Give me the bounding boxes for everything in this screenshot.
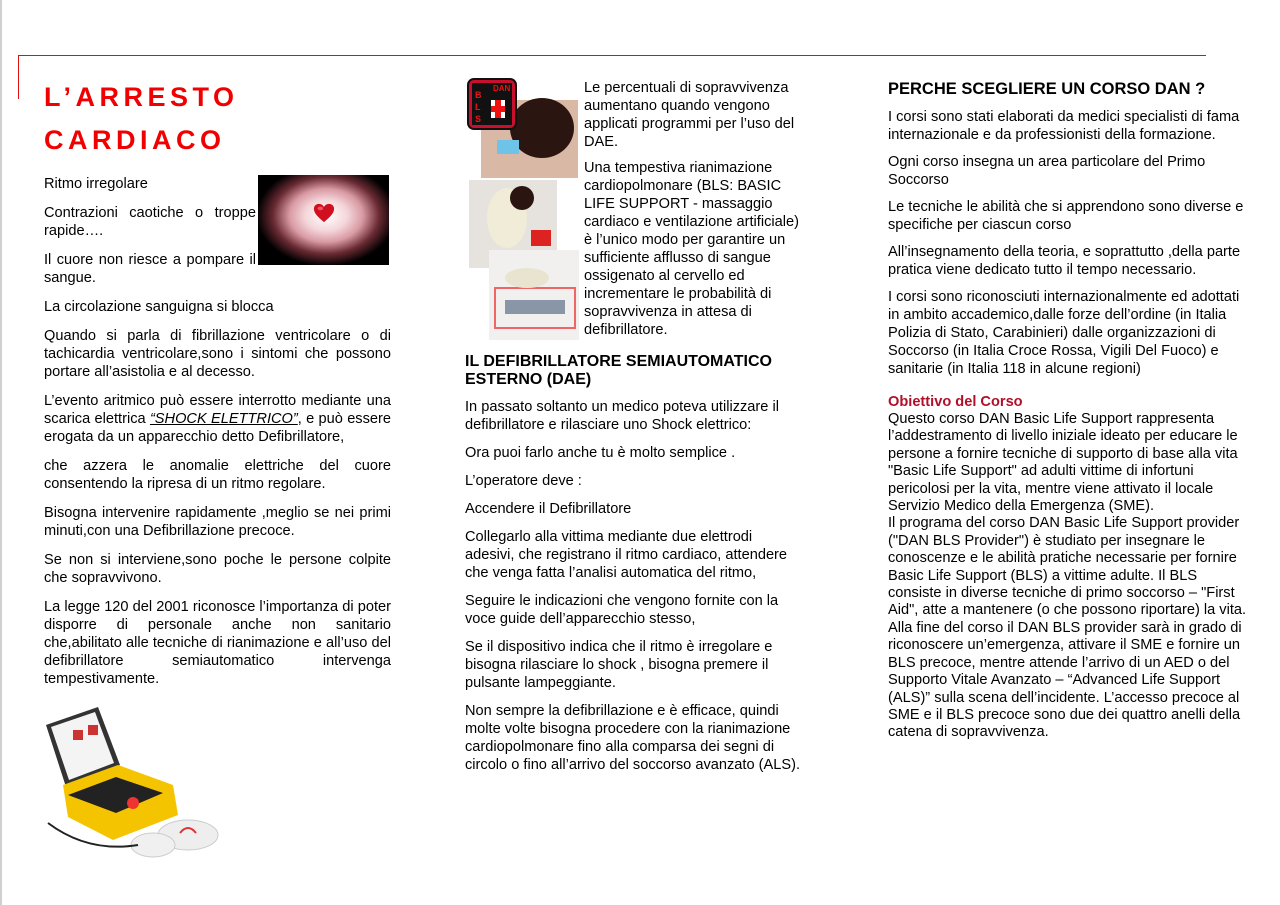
paragraph: Accendere il Defibrillatore [465, 501, 632, 517]
dan-bls-logo [468, 79, 516, 129]
column-defibrillatore [465, 353, 805, 784]
paragraph: Quando si parla di fibrillazione ventricolare o di tachicardia ventricolare,sono i sintomi che possono portare all’asistolia e al decesso. [44, 328, 391, 380]
paragraph: Le percentuali di sopravvivenza aumentano quando vengono applicati programmi per l’uso del DAE. [584, 80, 795, 150]
paragraph: I corsi sono riconosciuti internazionalmente ed adottati in ambito accademico,dalle forze dell’ordine (in Italia Polizia di Stato, Carabinieri) dalle organizzazioni di Soccorso (in Italia Croce Rossa, Vigili Del Fuoco) e sanitarie (in Italia 118 in alcune regioni) [888, 289, 1240, 377]
paragraph: I corsi sono stati elaborati da medici specialisti di fama internazionale e da professionisti della formazione. [888, 109, 1240, 143]
paragraph: Se il dispositivo indica che il ritmo è irregolare e bisogna rilasciare lo shock , bisogna premere il pulsante lampeggiante. [465, 639, 773, 691]
paragraph: La legge 120 del 2001 riconosce l’importanza di poter disporre di personale anche non sanitario che,abilitato alle tecniche di rianimazione e all’uso del defibrillatore semiautomatico intervenga tempestivamente. [44, 599, 391, 687]
defibrillator-image [38, 705, 230, 861]
column-arresto-cardiaco [44, 175, 391, 699]
column-dae-intro [584, 79, 804, 347]
paragraph: Bisogna intervenire rapidamente ,meglio se nei primi minuti,con una Defibrillazione precoce. [44, 505, 391, 539]
paragraph: Contrazioni caotiche o troppe rapide…. [44, 205, 256, 239]
text: , e può essere erogata da un apparecchio detto Defibrillatore, [44, 411, 391, 445]
paragraph: In passato soltanto un medico poteva utilizzare il defibrillatore e rilasciare uno Shock elettrico: [465, 399, 779, 433]
svg-text:DAN: DAN [493, 84, 511, 93]
paragraph: Ora puoi farlo anche tu è molto semplice . [465, 445, 736, 461]
paragraph: che azzera le anomalie elettriche del cuore consentendo la ripresa di un ritmo regolare. [44, 458, 391, 492]
title-line-2: CARDIACO [44, 125, 226, 155]
header-rule [18, 55, 1206, 56]
svg-text:L: L [475, 102, 481, 112]
paragraph: L’operatore deve : [465, 473, 582, 489]
paragraph: Le tecniche le abilità che si apprendono sono diverse e specifiche per ciascun corso [888, 199, 1244, 233]
paragraph: Collegarlo alla vittima mediante due elettrodi adesivi, che registrano il ritmo cardiaco, attendere che venga fatta l’analisi automatica del ritmo, [465, 529, 788, 581]
header-rule-vertical [18, 55, 19, 99]
paragraph: Una tempestiva rianimazione cardiopolmonare (BLS: BASIC LIFE SUPPORT - massaggio cardiaco e ventilazione artificiale) è l’unico modo per garantire un sufficiente afflusso di sangue ossigenato al cervello ed incrementare le probabilità di sopravvivenza in attesa di defibrillatore. [584, 160, 799, 338]
section-heading: PERCHE SCEGLIERE UN CORSO DAN ? [888, 80, 1206, 98]
paragraph: Il cuore non riesce a pompare il sangue. [44, 252, 256, 286]
paragraph: All’insegnamento della teoria, e soprattutto ,della parte pratica viene dedicato tutto il tempo necessario. [888, 244, 1241, 278]
paragraph: Ogni corso insegna un area particolare del Primo Soccorso [888, 154, 1206, 188]
objective-heading: Obiettivo del Corso [888, 394, 1023, 410]
shock-emphasis: “SHOCK ELETTRICO” [149, 411, 298, 427]
paragraph: Non sempre la defibrillazione e è efficace, quindi molte volte bisogna procedere con la rianimazione cardiopolmonare fino alla comparsa dei segni di circolo o fino all’arrivo del soccorso avanzato (ALS). [465, 703, 800, 773]
page-title [44, 76, 239, 162]
column-corso-dan [888, 80, 1248, 742]
paragraph: La circolazione sanguigna si blocca [44, 299, 274, 315]
paragraph: Il programa del corso DAN Basic Life Support provider ("DAN BLS Provider") è studiato per insegnare le conoscenze e le abilità pratiche necessarie per fornire Basic Life Support (BLS) a vittime adulte. Il BLS consiste in diverse tecniche di primo soccorso – "First Aid", atte a mantenere (o che possono riportare) la vita. Alla fine del corso il DAN BLS provider sarà in grado di riconoscere un’emergenza, attivare il SME e fornire un BLS precoce, mentre attende l’arrivo di un AED o del Supporto Vitale Avanzato – “Advanced Life Support (ALS)” sulla scena dell’incidente. L’accesso precoce al SME e il BLS precoce sono due dei quattro anelli della catena di sopravvivenza. [888, 515, 1247, 741]
paragraph: Questo corso DAN Basic Life Support rappresenta l’addestramento di livello iniziale ideato per educare le persone a fornire tecniche di supporto di base alla vita "Basic Life Support" ad adulti vittime di infortuni pericolosi per la vita, mentre viene attivato il locale Servizio Medico della Emergenza (SME). [888, 411, 1238, 515]
paragraph: Se non si interviene,sono poche le persone colpite che sopravvivono. [44, 552, 391, 586]
svg-text:S: S [475, 114, 482, 124]
paragraph-shock [44, 392, 391, 446]
page-edge [0, 0, 2, 905]
paragraph: Seguire le indicazioni che vengono fornite con la voce guide dell’apparecchio stesso, [465, 593, 779, 627]
text: L’evento aritmico può essere interrotto mediante una scarica elettrica [44, 393, 391, 427]
title-line-1: L’ARRESTO [44, 82, 239, 112]
svg-text:B: B [475, 90, 482, 100]
cpr-photos-image [467, 78, 579, 340]
paragraph: Ritmo irregolare [44, 176, 148, 192]
section-heading: IL DEFIBRILLATORE SEMIAUTOMATICO ESTERNO (DAE) [465, 353, 772, 388]
